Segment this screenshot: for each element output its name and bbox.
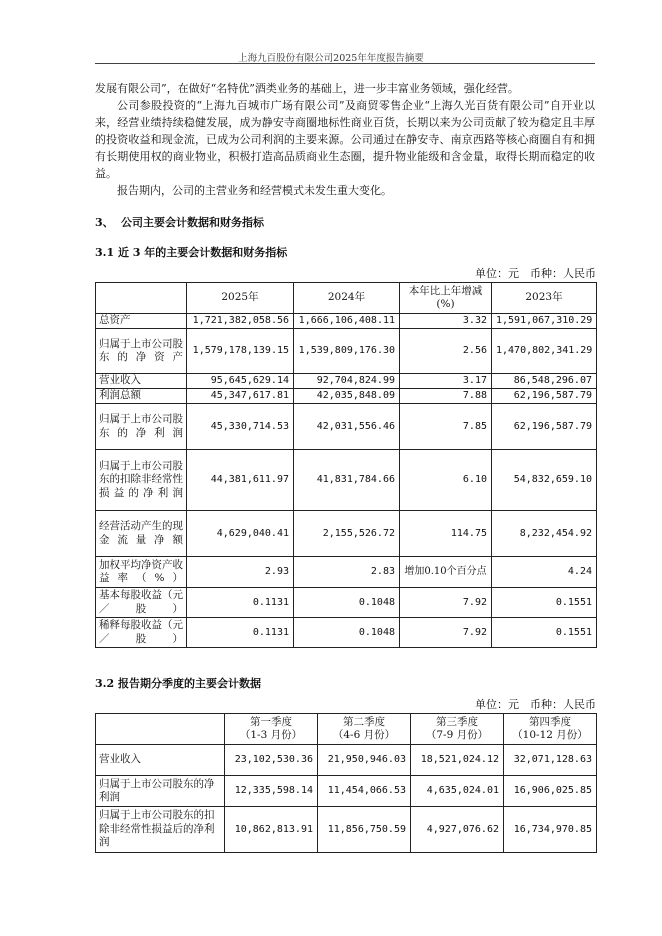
- cell-2023: 86,548,296.07: [492, 374, 597, 389]
- row-label: 营业收入: [96, 374, 187, 389]
- table-header-row: [96, 283, 597, 314]
- cell-q4: 16,906,025.85: [504, 776, 597, 807]
- cell-change: 7.92: [400, 588, 492, 618]
- row-label: 归属于上市公司股东的净利润: [96, 404, 187, 450]
- cell-2024: 42,035,848.09: [294, 389, 400, 404]
- cell-q3: 4,635,024.01: [411, 776, 504, 807]
- cell-2025: 1,579,178,139.15: [187, 329, 294, 374]
- cell-change: 7.92: [400, 618, 492, 648]
- q1-months: （1-3 月份）: [239, 729, 303, 741]
- cell-2025: 45,347,617.81: [187, 389, 294, 404]
- table-row: [96, 329, 597, 374]
- cell-2024: 0.1048: [294, 588, 400, 618]
- body-paragraphs: [95, 80, 595, 199]
- row-label: 归属于上市公司股东的扣除非经常性损益后的净利润: [96, 807, 225, 853]
- page-header-title: 上海九百股份有限公司2025年年度报告摘要: [238, 53, 424, 64]
- cell-2024: 42,031,556.46: [294, 404, 400, 450]
- cell-2023: 62,196,587.79: [492, 404, 597, 450]
- col-header-2024: 2024年: [294, 283, 400, 314]
- cell-2024: 41,831,784.66: [294, 450, 400, 511]
- table-row: [96, 588, 597, 618]
- cell-2025: 95,645,629.14: [187, 374, 294, 389]
- cell-2023: 62,196,587.79: [492, 389, 597, 404]
- cell-change: 114.75: [400, 511, 492, 557]
- q1-name: 第一季度: [250, 715, 292, 728]
- q2-name: 第二季度: [343, 715, 385, 728]
- row-label: 总资产: [96, 314, 187, 329]
- row-label: 利润总额: [96, 389, 187, 404]
- cell-q4: 32,071,128.63: [504, 745, 597, 776]
- cell-change: 7.85: [400, 404, 492, 450]
- col-header-2023: 2023年: [492, 283, 597, 314]
- q3-months: （7-9 月份）: [425, 729, 489, 741]
- header-blank-cell: [96, 714, 225, 745]
- table2-heading: 3.2 报告期分季度的主要会计数据: [95, 677, 261, 690]
- cell-q3: 18,521,024.12: [411, 745, 504, 776]
- cell-2024: 1,666,106,408.11: [294, 314, 400, 329]
- header-blank-cell: [96, 283, 187, 314]
- table1-unit: 单位：元 币种：人民币: [475, 267, 596, 280]
- cell-change: 7.88: [400, 389, 492, 404]
- col-header-2025: 2025年: [187, 283, 294, 314]
- cell-2024: 92,704,824.99: [294, 374, 400, 389]
- cell-q4: 16,734,970.85: [504, 807, 597, 853]
- cell-change: 2.56: [400, 329, 492, 374]
- cell-change: 3.17: [400, 374, 492, 389]
- row-label: 营业收入: [96, 745, 225, 776]
- row-label: 归属于上市公司股东的扣除非经常性损益的净利润: [96, 450, 187, 511]
- table-row: [96, 745, 597, 776]
- col-header-q2: [318, 714, 411, 745]
- cell-2024: 0.1048: [294, 618, 400, 648]
- annual-financial-table: [95, 282, 597, 648]
- table-row: [96, 776, 597, 807]
- col-header-q4: [504, 714, 597, 745]
- cell-2024: 2,155,526.72: [294, 511, 400, 557]
- row-label: 基本每股收益（元／股）: [96, 588, 187, 618]
- table-header-row: [96, 714, 597, 745]
- table1-heading: 3.1 近 3 年的主要会计数据和财务指标: [95, 246, 288, 259]
- quarterly-financial-table: [95, 713, 597, 853]
- table-row: [96, 618, 597, 648]
- section-3-number: 3、: [95, 216, 114, 229]
- cell-q2: 11,856,750.59: [318, 807, 411, 853]
- cell-2023: 54,832,659.10: [492, 450, 597, 511]
- col-header-change: 本年比上年增减(%): [400, 283, 492, 314]
- row-label: 经营活动产生的现金流量净额: [96, 511, 187, 557]
- cell-q2: 11,454,066.53: [318, 776, 411, 807]
- cell-2025: 45,330,714.53: [187, 404, 294, 450]
- table-row: [96, 557, 597, 588]
- table-row: [96, 511, 597, 557]
- section-3-heading: [95, 214, 264, 230]
- paragraph-2: 公司参股投资的“上海九百城市广场有限公司”及商贸零售企业“上海久光百货有限公司”自开业以来，经营业绩持续稳健发展，成为静安寺商圈地标性商业百货，长期以来为公司贡献了较为稳定且丰厚的投资收益和现金流，已成为公司利润的主要来源。公司通过在静安寺、南京西路等核心商圈自有和拥有长期使用权的商业物业，积极打造高品质商业生态圈，提升物业能级和含金量，取得长期而稳定的收益。: [95, 99, 595, 180]
- cell-2023: 0.1551: [492, 588, 597, 618]
- table2-unit: 单位：元 币种：人民币: [475, 698, 596, 711]
- cell-2025: 4,629,040.41: [187, 511, 294, 557]
- cell-2024: 1,539,809,176.30: [294, 329, 400, 374]
- table-row: [96, 314, 597, 329]
- cell-2025: 0.1131: [187, 588, 294, 618]
- cell-2023: 8,232,454.92: [492, 511, 597, 557]
- q4-name: 第四季度: [529, 715, 571, 728]
- cell-q3: 4,927,076.62: [411, 807, 504, 853]
- cell-change: 6.10: [400, 450, 492, 511]
- paragraph-1: 发展有限公司”，在做好“名特优”酒类业务的基础上，进一步丰富业务领域，强化经营。: [95, 82, 519, 95]
- cell-2025: 44,381,611.97: [187, 450, 294, 511]
- row-label: 归属于上市公司股东的净资产: [96, 329, 187, 374]
- q2-months: （4-6 月份）: [332, 729, 396, 741]
- row-label: 加权平均净资产收益率（%）: [96, 557, 187, 588]
- cell-2023: 0.1551: [492, 618, 597, 648]
- q3-name: 第三季度: [436, 715, 478, 728]
- cell-2025: 2.93: [187, 557, 294, 588]
- table-row: [96, 374, 597, 389]
- cell-change: 3.32: [400, 314, 492, 329]
- cell-q1: 12,335,598.14: [225, 776, 318, 807]
- cell-2023: 1,591,067,310.29: [492, 314, 597, 329]
- cell-2023: 1,470,802,341.29: [492, 329, 597, 374]
- cell-2024: 2.83: [294, 557, 400, 588]
- paragraph-3: 报告期内，公司的主营业务和经营模式未发生重大变化。: [117, 184, 392, 197]
- row-label: 稀释每股收益（元／股）: [96, 618, 187, 648]
- cell-2025: 0.1131: [187, 618, 294, 648]
- cell-2023: 4.24: [492, 557, 597, 588]
- table-row: [96, 807, 597, 853]
- table-row: [96, 389, 597, 404]
- header-rule: [95, 63, 595, 64]
- cell-2025: 1,721,382,058.56: [187, 314, 294, 329]
- cell-change: 增加0.10个百分点: [400, 557, 492, 588]
- table-row: [96, 450, 597, 511]
- col-header-q1: [225, 714, 318, 745]
- q4-months: （10-12 月份）: [512, 729, 588, 741]
- table-row: [96, 404, 597, 450]
- cell-q1: 10,862,813.91: [225, 807, 318, 853]
- section-3-title: 公司主要会计数据和财务指标: [121, 216, 264, 229]
- cell-q2: 21,950,946.03: [318, 745, 411, 776]
- row-label: 归属于上市公司股东的净利润: [96, 776, 225, 807]
- col-header-q3: [411, 714, 504, 745]
- cell-q1: 23,102,530.36: [225, 745, 318, 776]
